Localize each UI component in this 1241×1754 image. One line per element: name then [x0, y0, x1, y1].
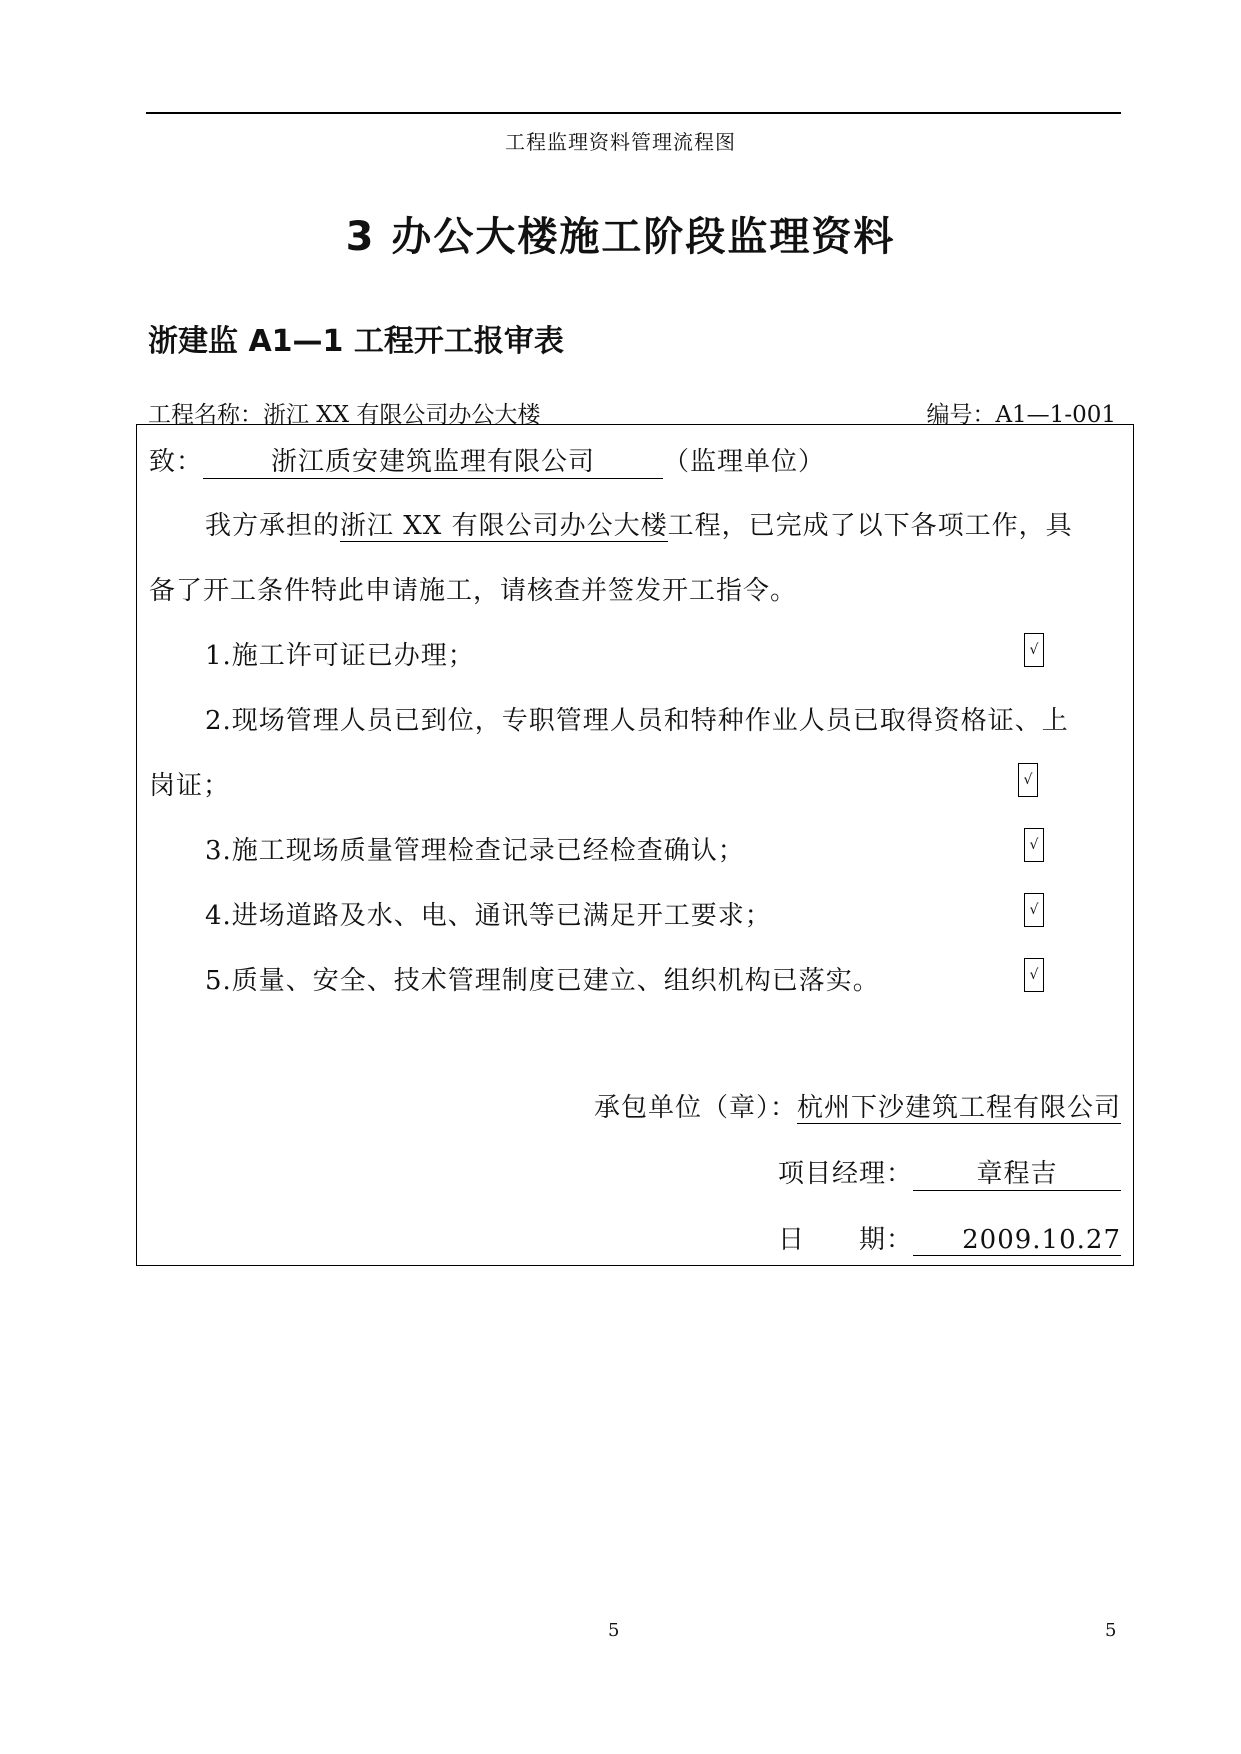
- checklist-item-5: 5.质量、安全、技术管理制度已建立、组织机构已落实。: [205, 966, 880, 996]
- manager-name: 章程吉: [913, 1153, 1121, 1191]
- intro-line-2: 备了开工条件特此申请施工，请核查并签发开工指令。: [149, 576, 798, 606]
- project-name-label: 工程名称：浙江 XX 有限公司办公大楼: [148, 402, 541, 428]
- checklist-item-3: 3.施工现场质量管理检查记录已经检查确认；: [205, 836, 745, 866]
- manager-label: 项目经理：: [777, 1159, 913, 1189]
- running-header: 工程监理资料管理流程图: [505, 130, 736, 154]
- supervisor-suffix: （监理单位）: [663, 447, 826, 477]
- page-number-right: 5: [1105, 1620, 1117, 1641]
- to-label: 致：: [149, 447, 204, 477]
- check-mark-icon: √: [1024, 828, 1044, 862]
- contractor-label: 承包单位（章）：: [593, 1093, 797, 1123]
- intro-project-name: 浙江 XX 有限公司办公大楼: [340, 511, 668, 541]
- date-line: [778, 1219, 1121, 1256]
- manager-line: [778, 1153, 1121, 1191]
- page-title: 3 办公大楼施工阶段监理资料: [345, 214, 896, 260]
- check-mark-icon: √: [1024, 958, 1044, 992]
- checklist-item-1: 1.施工许可证已办理；: [205, 641, 475, 671]
- check-mark-icon: √: [1018, 763, 1038, 797]
- contractor-name: 杭州下沙建筑工程有限公司: [796, 1093, 1121, 1123]
- date-label: 日 期：: [777, 1225, 913, 1255]
- page-number-center: 5: [608, 1620, 620, 1641]
- checklist-item-2-cont: 岗证；: [149, 771, 231, 801]
- supervisor-name: 浙江质安建筑监理有限公司: [203, 441, 663, 479]
- application-form: [136, 424, 1134, 1266]
- check-mark-icon: √: [1024, 633, 1044, 667]
- checklist-item-4: 4.进场道路及水、电、通讯等已满足开工要求；: [205, 901, 772, 931]
- header-rule: [146, 112, 1121, 114]
- addressee-line: [149, 441, 825, 479]
- checklist-item-2: 2.现场管理人员已到位，专职管理人员和特种作业人员已取得资格证、上: [205, 706, 1069, 736]
- intro-line-1: 我方承担的浙江 XX 有限公司办公大楼工程，已完成了以下各项工作，具: [205, 511, 1073, 541]
- check-mark-icon: √: [1024, 893, 1044, 927]
- form-code-title: 浙建监 A1—1 工程开工报审表: [148, 324, 564, 359]
- form-number-label: 编号：A1—1-001: [926, 402, 1116, 428]
- date-value: 2009.10.27: [913, 1225, 1121, 1256]
- contractor-line: [594, 1087, 1121, 1124]
